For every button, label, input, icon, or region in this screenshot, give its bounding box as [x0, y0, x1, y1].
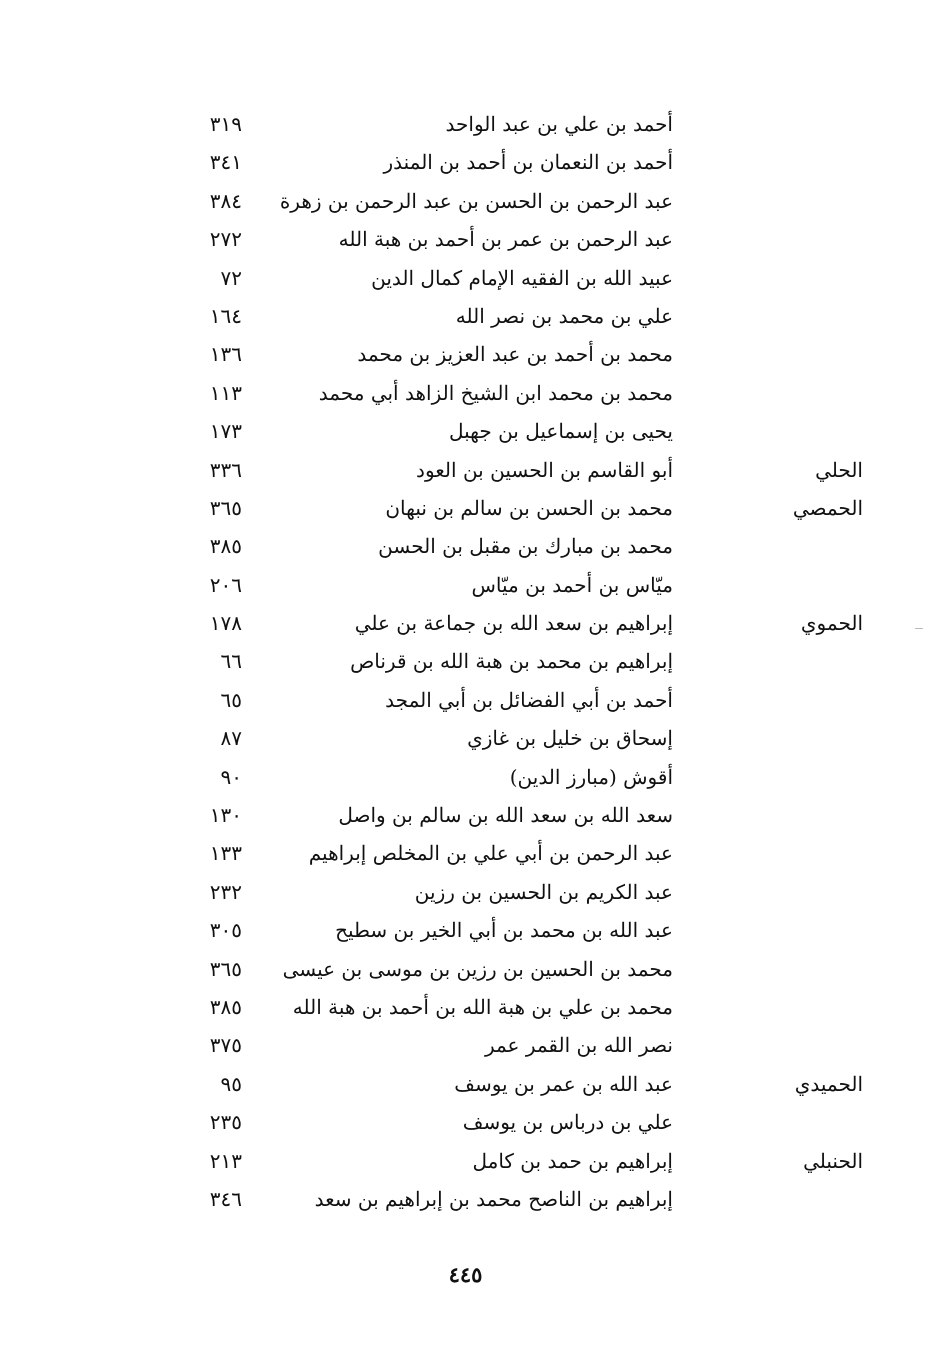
- index-entry: [0, 336, 931, 374]
- index-entry: [0, 490, 931, 528]
- entry-page-ref: ٩٠: [220, 764, 242, 789]
- entry-name: عبيد الله بن الفقيه الإمام كمال الدين: [371, 265, 673, 290]
- entry-name: نصر الله بن القمر عمر: [484, 1033, 673, 1058]
- entry-name: أحمد بن علي بن عبد الواحد: [445, 112, 673, 136]
- entry-name: إبراهيم بن محمد بن هبة الله بن قرناص: [350, 649, 673, 674]
- index-entry: [0, 567, 931, 605]
- entry-page-ref: ٢٠٦: [209, 572, 242, 597]
- entry-page-ref: ٣٣٦: [209, 457, 242, 482]
- index-entry: [0, 1104, 931, 1142]
- entry-name: علي بن محمد بن نصر الله: [455, 303, 673, 328]
- entry-name: علي بن درباس بن يوسف: [462, 1110, 673, 1135]
- entry-page-ref: ٢١٣: [209, 1148, 242, 1173]
- entry-page-ref: ١٣٠: [209, 803, 242, 828]
- index-entry: [0, 605, 931, 643]
- entry-name: عبد الله بن عمر بن يوسف: [454, 1071, 673, 1096]
- index-entry: [0, 260, 931, 298]
- margin-mark: [915, 628, 923, 629]
- entry-page-ref: ١٧٣: [209, 419, 242, 444]
- index-entry: [0, 797, 931, 835]
- entry-name: عبد الله بن محمد بن أبي الخير بن سطيح: [335, 918, 673, 943]
- entry-name: عبد الرحمن بن الحسن بن عبد الرحمن بن زهرة: [279, 188, 673, 213]
- index-entry: [0, 835, 931, 873]
- entry-page-ref: ٣٦٥: [209, 956, 242, 981]
- entry-page-ref: ١٧٨: [209, 611, 242, 636]
- index-entry: [0, 106, 931, 144]
- index-entry: [0, 720, 931, 758]
- entry-page-ref: ٣٨٤: [209, 188, 242, 213]
- entry-name: عبد الرحمن بن عمر بن أحمد بن هبة الله: [338, 227, 673, 252]
- entry-page-ref: ٩٥: [220, 1071, 242, 1096]
- entry-name: ميّاس بن أحمد بن ميّاس: [471, 572, 673, 597]
- entry-page-ref: ١٦٤: [209, 303, 242, 328]
- entry-page-ref: ٣٤٦: [209, 1186, 242, 1211]
- entry-name: محمد بن الحسين بن رزين بن موسى بن عيسى: [282, 956, 673, 981]
- entry-nisba: الحلي: [815, 457, 863, 482]
- entry-name: أبو القاسم بن الحسين بن العود: [416, 457, 673, 482]
- entry-page-ref: ٣٨٥: [209, 994, 242, 1019]
- entry-nisba: الحنبلي: [803, 1148, 863, 1173]
- entry-name: إسحاق بن خليل بن غازي: [467, 726, 673, 751]
- index-entry: [0, 144, 931, 182]
- entry-name: عبد الكريم بن الحسين بن رزين: [414, 879, 673, 904]
- entry-page-ref: ٦٦: [220, 649, 242, 674]
- entry-page-ref: ٣٤١: [209, 150, 242, 175]
- index-entry: [0, 298, 931, 336]
- index-entry: [0, 759, 931, 797]
- entry-page-ref: ٣٦٥: [209, 495, 242, 520]
- index-entry: [0, 643, 931, 681]
- index-entry: [0, 452, 931, 490]
- index-entry: [0, 221, 931, 259]
- entry-name: أحمد بن أبي الفضائل بن أبي المجد: [385, 687, 673, 712]
- index-entry: [0, 1143, 931, 1181]
- entry-page-ref: ٢٣٥: [209, 1110, 242, 1135]
- entry-page-ref: ١٣٦: [209, 342, 242, 367]
- biographical-index-list: [0, 106, 931, 1219]
- entry-name: إبراهيم بن الناصح محمد بن إبراهيم بن سعد: [314, 1186, 673, 1211]
- entry-name: محمد بن أحمد بن عبد العزيز بن محمد: [357, 342, 673, 367]
- index-entry: [0, 951, 931, 989]
- entry-name: محمد بن الحسن بن سالم بن نبهان: [385, 495, 673, 520]
- entry-name: محمد بن مبارك بن مقبل بن الحسن: [378, 534, 673, 559]
- entry-page-ref: ٨٧: [220, 726, 242, 751]
- entry-page-ref: ٣٨٥: [209, 534, 242, 559]
- entry-page-ref: ٣٠٥: [209, 918, 242, 943]
- entry-page-ref: ٣١٩: [209, 112, 242, 136]
- index-entry: [0, 183, 931, 221]
- index-entry: [0, 375, 931, 413]
- index-entry: [0, 912, 931, 950]
- entry-name: يحيى بن إسماعيل بن جهبل: [448, 419, 673, 444]
- index-entry: [0, 413, 931, 451]
- index-entry: [0, 989, 931, 1027]
- entry-name: سعد الله بن سعد الله بن سالم بن واصل: [338, 803, 673, 828]
- entry-nisba: الحموي: [800, 611, 863, 636]
- index-entry: [0, 528, 931, 566]
- entry-page-ref: ١٣٣: [209, 841, 242, 866]
- entry-name: أحمد بن النعمان بن أحمد بن المنذر: [383, 150, 673, 175]
- entry-page-ref: ٢٧٢: [209, 227, 242, 252]
- entry-name: إبراهيم بن حمد بن كامل: [472, 1148, 673, 1173]
- entry-name: محمد بن علي بن هبة الله بن أحمد بن هبة الله: [292, 994, 673, 1019]
- entry-page-ref: ٢٣٢: [209, 879, 242, 904]
- entry-page-ref: ٣٧٥: [209, 1033, 242, 1058]
- entry-nisba: الحمصي: [792, 495, 863, 520]
- index-entry: [0, 682, 931, 720]
- entry-nisba: الحميدي: [794, 1071, 863, 1096]
- page-number: ٤٤٥: [448, 1262, 483, 1287]
- entry-name: إبراهيم بن سعد الله بن جماعة بن علي: [354, 611, 673, 636]
- index-entry: [0, 1066, 931, 1104]
- entry-page-ref: ٦٥: [220, 687, 242, 712]
- entry-page-ref: ١١٣: [209, 380, 242, 405]
- entry-name: محمد بن محمد ابن الشيخ الزاهد أبي محمد: [318, 380, 673, 405]
- index-entry: [0, 1181, 931, 1219]
- entry-page-ref: ٧٢: [220, 265, 242, 290]
- entry-name: أقوش (مبارز الدين): [509, 764, 673, 789]
- entry-name: عبد الرحمن بن أبي علي بن المخلص إبراهيم: [308, 841, 673, 866]
- index-entry: [0, 1027, 931, 1065]
- index-entry: [0, 874, 931, 912]
